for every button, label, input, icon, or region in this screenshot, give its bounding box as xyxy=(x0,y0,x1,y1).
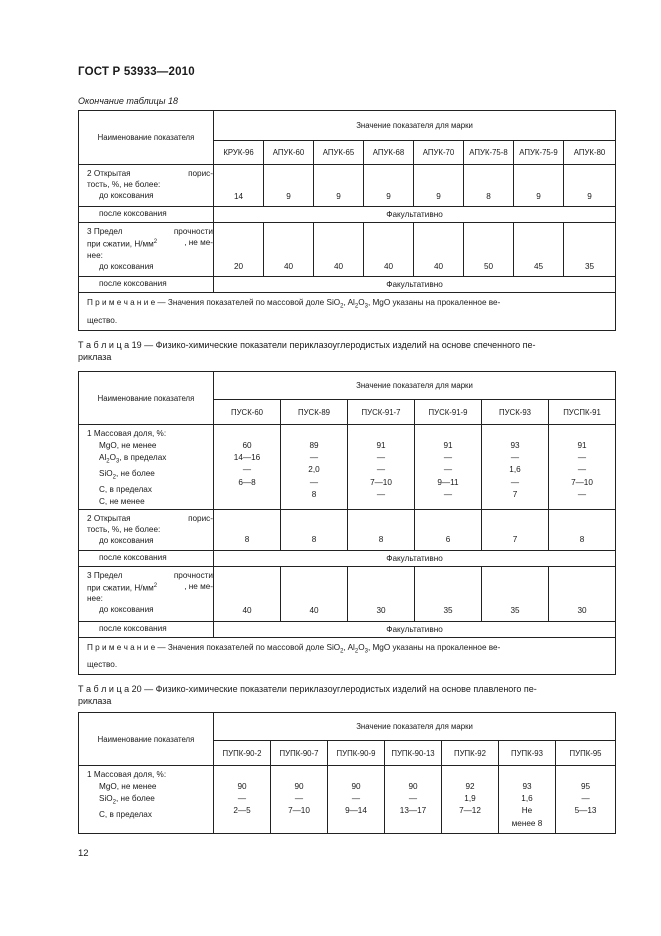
value-cell: 93 1,6 Не менее 8 xyxy=(499,766,556,834)
value-cell: 90 — 13—17 xyxy=(385,766,442,834)
row-label-strength: 3 Предел прочности при сжатии, $Н/мм^2$ , не ме- нее: до коксования xyxy=(79,223,214,277)
value-cell: 60 14—16 — 6—8 xyxy=(214,425,281,510)
row-label-mass-fraction: 1 Массовая доля, %: MgO, не менее $Al_2O_3$, в пределах SiO$_2$, не более C, в пределах C, не менее xyxy=(79,425,214,510)
value-cell: 8 xyxy=(281,509,348,550)
value-cell: 9 xyxy=(364,165,414,207)
brand-cell: ПУПК-90-2 xyxy=(214,741,271,766)
brand-cell: АПУК-68 xyxy=(364,141,414,165)
value-cell: 9 xyxy=(414,165,464,207)
value-cell: 40 xyxy=(264,223,314,277)
brand-cell: АПУК-65 xyxy=(314,141,364,165)
brand-cell: ПУПК-95 xyxy=(556,741,616,766)
value-cell: 91 — — 7—10 — xyxy=(549,425,616,510)
table-note: П р и м е ч а н и е — Значения показателей по массовой доле SiO$_2$, $Al_2O_3$, MgO указаны на прокаленное ве- щество. xyxy=(79,293,616,331)
value-cell-merged: Факультативно xyxy=(214,550,616,566)
brand-cell: ПУСПК-91 xyxy=(549,400,616,425)
table-note: П р и м е ч а н и е — Значения показателей по массовой доле SiO$_2$, $Al_2O_3$, MgO указаны на прокаленное ве- щество. xyxy=(79,637,616,675)
row-label-porosity: 2 Открытая порис- тость, %, не более: до коксования xyxy=(79,165,214,207)
column-group-header: Значение показателя для марки xyxy=(214,713,616,741)
table-row xyxy=(79,165,616,207)
brand-cell: ПУПК-93 xyxy=(499,741,556,766)
value-cell-merged: Факультативно xyxy=(214,621,616,637)
table-19-caption: Т а б л и ц а 19 — Физико-химические показатели периклазоуглеродистых изделий на основе спеченного пе- риклаза xyxy=(78,340,536,362)
brand-cell: ПУСК-91-7 xyxy=(348,400,415,425)
value-cell: 8 xyxy=(348,509,415,550)
brand-cell: АПУК-70 xyxy=(414,141,464,165)
value-cell: 35 xyxy=(482,566,549,621)
value-cell: 8 xyxy=(214,509,281,550)
value-cell: 30 xyxy=(549,566,616,621)
page-number: 12 xyxy=(78,848,89,859)
value-cell-merged: Факультативно xyxy=(214,207,616,223)
value-cell: 91 — — 9—11 — xyxy=(415,425,482,510)
column-header-name: Наименование показателя xyxy=(79,713,214,766)
column-group-header: Значение показателя для марки xyxy=(214,111,616,141)
value-cell: 40 xyxy=(281,566,348,621)
value-cell: 7 xyxy=(482,509,549,550)
value-cell: 35 xyxy=(415,566,482,621)
value-cell: 92 1,9 7—12 xyxy=(442,766,499,834)
value-cell: 89 — 2,0 — 8 xyxy=(281,425,348,510)
brand-cell: ПУСК-91-9 xyxy=(415,400,482,425)
table-note-row xyxy=(79,293,616,331)
row-label-mass-fraction: 1 Массовая доля, %: MgO, не менее SiO$_2$, не более C, в пределах xyxy=(79,766,214,834)
column-header-name: Наименование показателя xyxy=(79,111,214,165)
column-header-name: Наименование показателя xyxy=(79,372,214,425)
table-row xyxy=(79,223,616,277)
value-cell: 9 xyxy=(264,165,314,207)
table-row xyxy=(79,207,616,223)
value-cell: 20 xyxy=(214,223,264,277)
table-row xyxy=(79,425,616,510)
value-cell: 8 xyxy=(549,509,616,550)
value-cell: 90 — 2—5 xyxy=(214,766,271,834)
value-cell: 9 xyxy=(564,165,616,207)
brand-cell: АПУК-75-9 xyxy=(514,141,564,165)
value-cell: 8 xyxy=(464,165,514,207)
value-cell: 90 — 7—10 xyxy=(271,766,328,834)
value-cell: 40 xyxy=(314,223,364,277)
value-cell: 45 xyxy=(514,223,564,277)
brand-cell: АПУК-60 xyxy=(264,141,314,165)
row-label-after-coking: после коксования xyxy=(79,621,214,637)
value-cell: 14 xyxy=(214,165,264,207)
value-cell: 6 xyxy=(415,509,482,550)
table-row xyxy=(79,621,616,637)
brand-cell: ПУСК-89 xyxy=(281,400,348,425)
document-header: ГОСТ Р 53933—2010 xyxy=(78,66,195,78)
value-cell: 9 xyxy=(314,165,364,207)
value-cell: 30 xyxy=(348,566,415,621)
table-row xyxy=(79,550,616,566)
brand-cell: ПУПК-90-7 xyxy=(271,741,328,766)
row-label-after-coking: после коксования xyxy=(79,550,214,566)
table-row xyxy=(79,277,616,293)
row-label-after-coking: после коксования xyxy=(79,207,214,223)
value-cell: 93 — 1,6 — 7 xyxy=(482,425,549,510)
brand-cell: ПУСК-93 xyxy=(482,400,549,425)
brand-cell: ПУПК-90-9 xyxy=(328,741,385,766)
table-18 xyxy=(78,110,616,331)
brand-cell: АПУК-80 xyxy=(564,141,616,165)
brand-cell: ПУСК-60 xyxy=(214,400,281,425)
value-cell: 95 — 5—13 xyxy=(556,766,616,834)
row-label-porosity: 2 Открытая порис- тость, %, не более: до коксования xyxy=(79,509,214,550)
value-cell: 40 xyxy=(364,223,414,277)
table-row xyxy=(79,566,616,621)
value-cell: 50 xyxy=(464,223,514,277)
brand-cell: АПУК-75-8 xyxy=(464,141,514,165)
table-note-row xyxy=(79,637,616,675)
value-cell: 91 — — 7—10 — xyxy=(348,425,415,510)
value-cell: 9 xyxy=(514,165,564,207)
table-20 xyxy=(78,712,616,834)
value-cell: 35 xyxy=(564,223,616,277)
value-cell: 40 xyxy=(414,223,464,277)
table-row xyxy=(79,766,616,834)
value-cell: 90 — 9—14 xyxy=(328,766,385,834)
row-label-after-coking: после коксования xyxy=(79,277,214,293)
table-19 xyxy=(78,371,616,675)
value-cell-merged: Факультативно xyxy=(214,277,616,293)
brand-cell: КРУК-96 xyxy=(214,141,264,165)
row-label-strength: 3 Предел прочности при сжатии, $Н/мм^2$ , не ме- нее: до коксования xyxy=(79,566,214,621)
table-row xyxy=(79,509,616,550)
brand-cell: ПУПК-92 xyxy=(442,741,499,766)
table-20-caption: Т а б л и ц а 20 — Физико-химические показатели периклазоуглеродистых изделий на основе плавленого пе- риклаза xyxy=(78,684,537,706)
column-group-header: Значение показателя для марки xyxy=(214,372,616,400)
value-cell: 40 xyxy=(214,566,281,621)
brand-cell: ПУПК-90-13 xyxy=(385,741,442,766)
table-18-caption: Окончание таблицы 18 xyxy=(78,96,178,106)
